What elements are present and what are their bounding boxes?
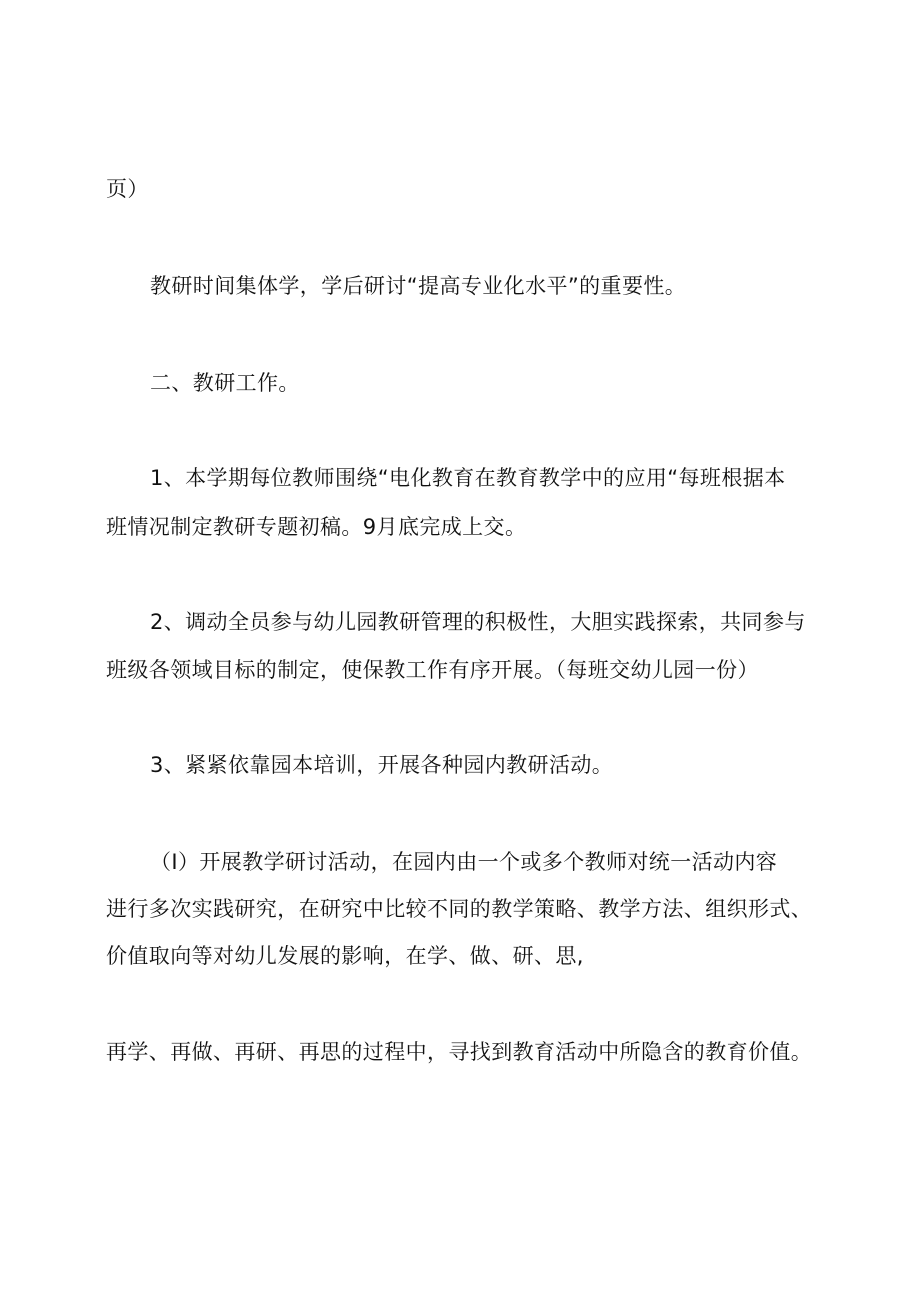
- text-line: 进行多次实践研究，在研究中比较不同的教学策略、教学方法、组织形式、: [106, 897, 813, 921]
- text-line: 页）: [106, 177, 149, 201]
- section-heading: 二、教研工作。: [150, 371, 300, 395]
- text-line: 再学、再做、再研、再思的过程中，寻找到教育活动中所隐含的教育价值。: [106, 1040, 813, 1064]
- text-line: 班情况制定教研专题初稿。9月底完成上交。: [106, 515, 527, 539]
- text-line: 1、本学期每位教师围绕“电化教育在教育教学中的应用“每班根据本: [150, 466, 786, 490]
- text-line: 教研时间集体学，学后研讨“提高专业化水平”的重要性。: [150, 274, 687, 298]
- text-line: 2、调动全员参与幼儿园教研管理的积极性，大胆实践探索，共同参与: [150, 610, 806, 634]
- text-line: 价值取向等对幼儿发展的影响，在学、做、研、思,: [106, 944, 584, 968]
- text-line: 3、紧紧依靠园本培训，开展各种园内教研活动。: [150, 753, 614, 777]
- text-line: 班级各领域目标的制定，使保教工作有序开展。（每班交幼儿园一份）: [106, 658, 759, 682]
- text-line: （I）开展教学研讨活动，在园内由一个或多个教师对统一活动内容: [150, 850, 778, 874]
